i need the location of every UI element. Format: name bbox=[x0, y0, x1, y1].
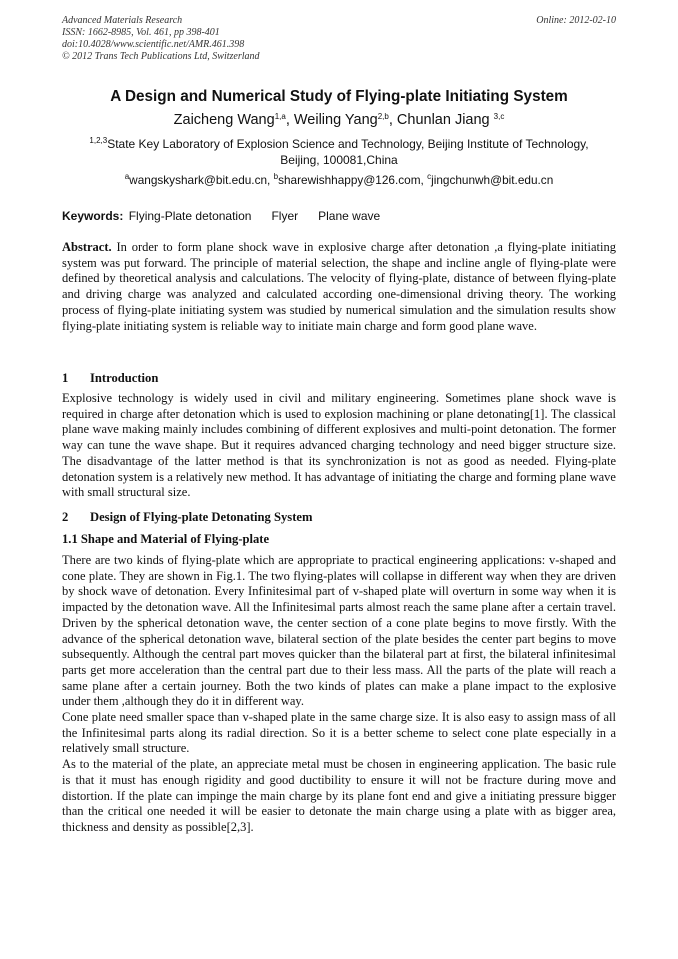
subsection-heading: 1.1 Shape and Material of Flying-plate bbox=[62, 532, 270, 546]
section-heading-design bbox=[62, 509, 616, 525]
abstract bbox=[62, 240, 616, 334]
affiliation bbox=[62, 137, 616, 168]
author-sup: 1,a bbox=[274, 112, 286, 121]
abstract-text: In order to form plane shock wave in explosive charge after detonation ,a flying-plate initiating system was put forward. The principle of material selection, the shape and incline angle of flying-plate were defined by theoretical analysis and calculations. The velocity of flying-plate, distance of between flying-plate and driving charge was analyzed and calculated according one-dimensional driving theory. The working process of flying-plate initiating system was studied by numerical simulation and the simulation results show flying-plate initiating system is reliable way to initiate main charge and form good plane wave. bbox=[62, 240, 616, 333]
keyword: Flying-Plate detonation bbox=[128, 209, 252, 223]
keywords-line bbox=[62, 208, 616, 224]
copyright-line: © 2012 Trans Tech Publications Ltd, Switzerland bbox=[62, 51, 260, 62]
email-address: sharewishhappy@126.com, bbox=[278, 173, 428, 187]
section-number: 2 bbox=[62, 510, 69, 524]
issn-line: ISSN: 1662-8985, Vol. 461, pp 398-401 bbox=[62, 27, 220, 38]
abstract-label: Abstract. bbox=[62, 240, 112, 254]
affiliation-line-1: State Key Laboratory of Explosion Science and Technology, Beijing Institute of Technology, bbox=[107, 137, 589, 151]
email-sup: b bbox=[273, 172, 279, 181]
journal-header bbox=[62, 15, 616, 63]
keyword: Flyer bbox=[271, 209, 299, 223]
author-sup: 2,b bbox=[377, 112, 389, 121]
doi-line: doi:10.4028/www.scientific.net/AMR.461.398 bbox=[62, 39, 245, 50]
affiliation-sup: 1,2,3 bbox=[89, 136, 108, 145]
author-separator: , bbox=[388, 112, 397, 128]
introduction-paragraph bbox=[62, 391, 616, 501]
email-sup: c bbox=[427, 172, 432, 181]
paragraph: As to the material of the plate, an appreciate metal must be chosen in engineering application. The basic rule is that it must has enough rigidity and good ductibility to ensure it will not be fracture during move and distortion. If the plate can impinge the main charge by its plane font end and give a initiating pressure bigger than the critical one needed it will be easier to detonate the main charge using a plate with as bigger area, thickness and density as possible[2,3]. bbox=[62, 757, 616, 834]
section-heading-introduction bbox=[62, 370, 616, 386]
email-list bbox=[62, 172, 616, 188]
email-address: jingchunwh@bit.edu.cn bbox=[431, 173, 554, 187]
author-name: Chunlan Jiang bbox=[396, 112, 494, 128]
online-date: Online: 2012-02-10 bbox=[536, 15, 616, 26]
section-title: Introduction bbox=[90, 371, 159, 385]
journal-name: Advanced Materials Research bbox=[62, 15, 183, 26]
email-sup: a bbox=[124, 172, 130, 181]
author-list bbox=[62, 110, 616, 130]
keyword: Plane wave bbox=[318, 209, 381, 223]
section-number: 1 bbox=[62, 371, 69, 385]
paragraph: Cone plate need smaller space than v-shaped plate in the same charge size. It is also easy to assign mass of all the Infinitesimal parts along its radial direction. So it is a better scheme to select cone plate especially in a relatively small structure. bbox=[62, 710, 616, 756]
subsection-body bbox=[62, 553, 616, 836]
author-name: Weiling Yang bbox=[293, 112, 378, 128]
paper-title: A Design and Numerical Study of Flying-plate Initiating System bbox=[110, 88, 568, 105]
affiliation-line-2: Beijing, 100081,China bbox=[280, 152, 398, 167]
paragraph: There are two kinds of flying-plate which are appropriate to practical engineering applications: v-shaped and cone plate. They are shown in Fig.1. The two flying-plates will collapse in different way when they are driven by shock wave of detonation. Every Infinitesimal part of v-shaped plate will overturn in some way when it is impacted by the detonation wave. All the Infinitesimal parts almost reach the same plane after a certain travel. Driven by the spherical detonation wave, the center section of a cone plate begins to move firstly. With the advance of the spherical detonation wave, bilateral section of the plate besides the center part begins to move subsequently. Although the central part moves quicker than the bilateral part at first, the bilateral infinitesimal parts get more acceleration than the central part due to their less mass. All the parts of the plate will reach a same plane after a certain journey. Both the two kinds of plates can make a plane impact to the explosive under them ,although they do it in different way. bbox=[62, 553, 616, 709]
email-address: wangskyshark@bit.edu.cn, bbox=[129, 173, 274, 187]
author-separator: , bbox=[285, 112, 294, 128]
paragraph: Explosive technology is widely used in civil and military engineering. Sometimes plane shock wave is required in charge after detonation which is used to explosion machining or plane detonating[1]. The classical plane wave making mainly includes combining of different explosives and multi-point detonation. The former way can tune the wave shape. But it requires advanced charging technology and need bigger structure size. The disadvantage of the latter method is that its synchronization is not as good as needed. Flying-plate detonation system is a relatively new method. It has advantage of initiating the charge and forming plane wave with small structural size. bbox=[62, 391, 616, 500]
section-title: Design of Flying-plate Detonating System bbox=[90, 510, 313, 524]
author-sup: 3,c bbox=[493, 112, 505, 121]
keywords-label: Keywords: bbox=[62, 209, 124, 223]
author-name: Zaicheng Wang bbox=[173, 112, 275, 128]
